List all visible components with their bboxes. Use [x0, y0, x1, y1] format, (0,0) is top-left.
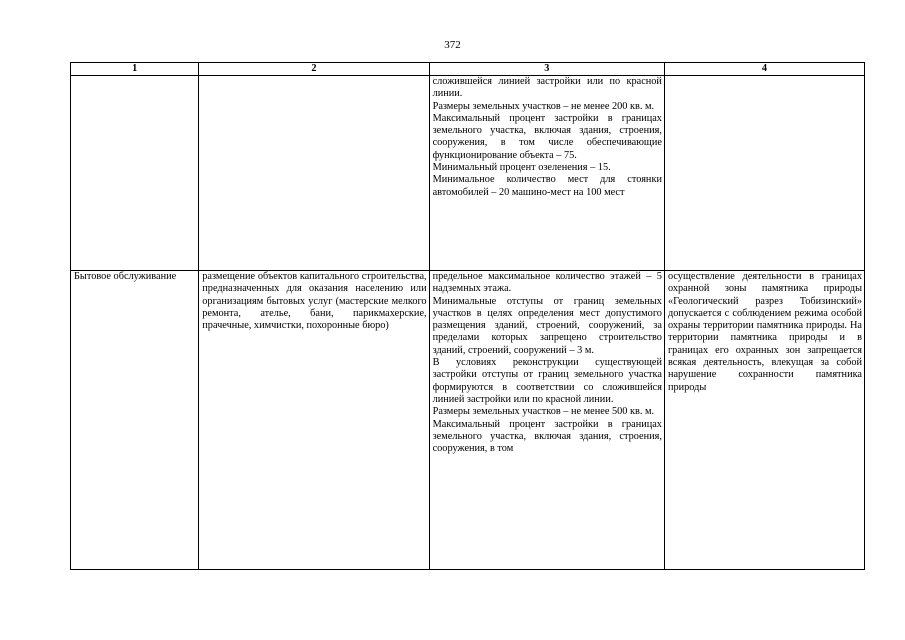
activity-description-text: размещение объектов капитального строительства, предназначенных для оказания населению или организациям бытовых услуг (мастерские мелкого ремонта, ателье, бани, парикмахерские, прачечные, химчистки, похоронные бюро) [202, 271, 427, 332]
parameter-text: Максимальный процент застройки в границах земельного участка, включая здания, строения, сооружения, в том числе обеспечивающие функционирование объекта – 75. [432, 112, 662, 161]
cell-construction-parameters [429, 271, 664, 570]
cell-restrictions [664, 271, 864, 570]
parameter-text: сложившейся линией застройки или по красной линии. [432, 76, 662, 100]
table-row [71, 271, 865, 570]
table-row [71, 76, 865, 271]
parameter-text: Минимальное количество мест для стоянки автомобилей – 20 машино-мест на 100 мест [432, 174, 662, 198]
document-table [70, 62, 865, 570]
parameter-text: Минимальный процент озеленения – 15. [432, 162, 611, 174]
cell-activity-description [199, 271, 429, 570]
parameter-text: Минимальные отступы от границ земельных участков в целях определения мест допустимого размещения зданий, строений, сооружений, за пределами которых запрещено строительство зданий, строений, сооружений – 3 м. [432, 295, 662, 356]
parameter-text: Максимальный процент застройки в границах земельного участка, включая здания, строения, сооружения, в том [432, 418, 662, 455]
page-number: 372 [444, 39, 461, 51]
cell-restrictions [664, 76, 864, 271]
cell-activity-type [71, 271, 199, 570]
parameter-text: Размеры земельных участков – не менее 200 кв. м. [432, 100, 655, 112]
column-header-1: 1 [71, 63, 199, 76]
parameter-text: В условиях реконструкции существующей застройки отступы от границ земельного участка формируются в соответствии со сложившейся линией застройки или по красной линии. [432, 357, 662, 405]
activity-type-text: Бытовое обслуживание [74, 271, 177, 282]
cell-construction-parameters [429, 76, 664, 271]
column-header-4: 4 [664, 63, 864, 76]
column-header-3: 3 [429, 63, 664, 76]
parameter-text: Размеры земельных участков – не менее 500 кв. м. [432, 406, 655, 418]
cell-activity-type [71, 76, 199, 271]
column-header-2: 2 [199, 63, 429, 76]
table-header-row [71, 63, 865, 76]
cell-activity-description [199, 76, 429, 271]
parameter-text: предельное максимальное количество этажей – 5 надземных этажа. [432, 271, 662, 295]
restriction-text: осуществление деятельности в границах охранной зоны памятника природы «Геологический разрез Тобизинский» допускается с соблюдением режима особой охраны территории памятника природы. На территории памятника природы и в границах его охранных зон запрещается всякая деятельность, влекущая за собой нарушение сохранности памятника природы [667, 271, 862, 393]
